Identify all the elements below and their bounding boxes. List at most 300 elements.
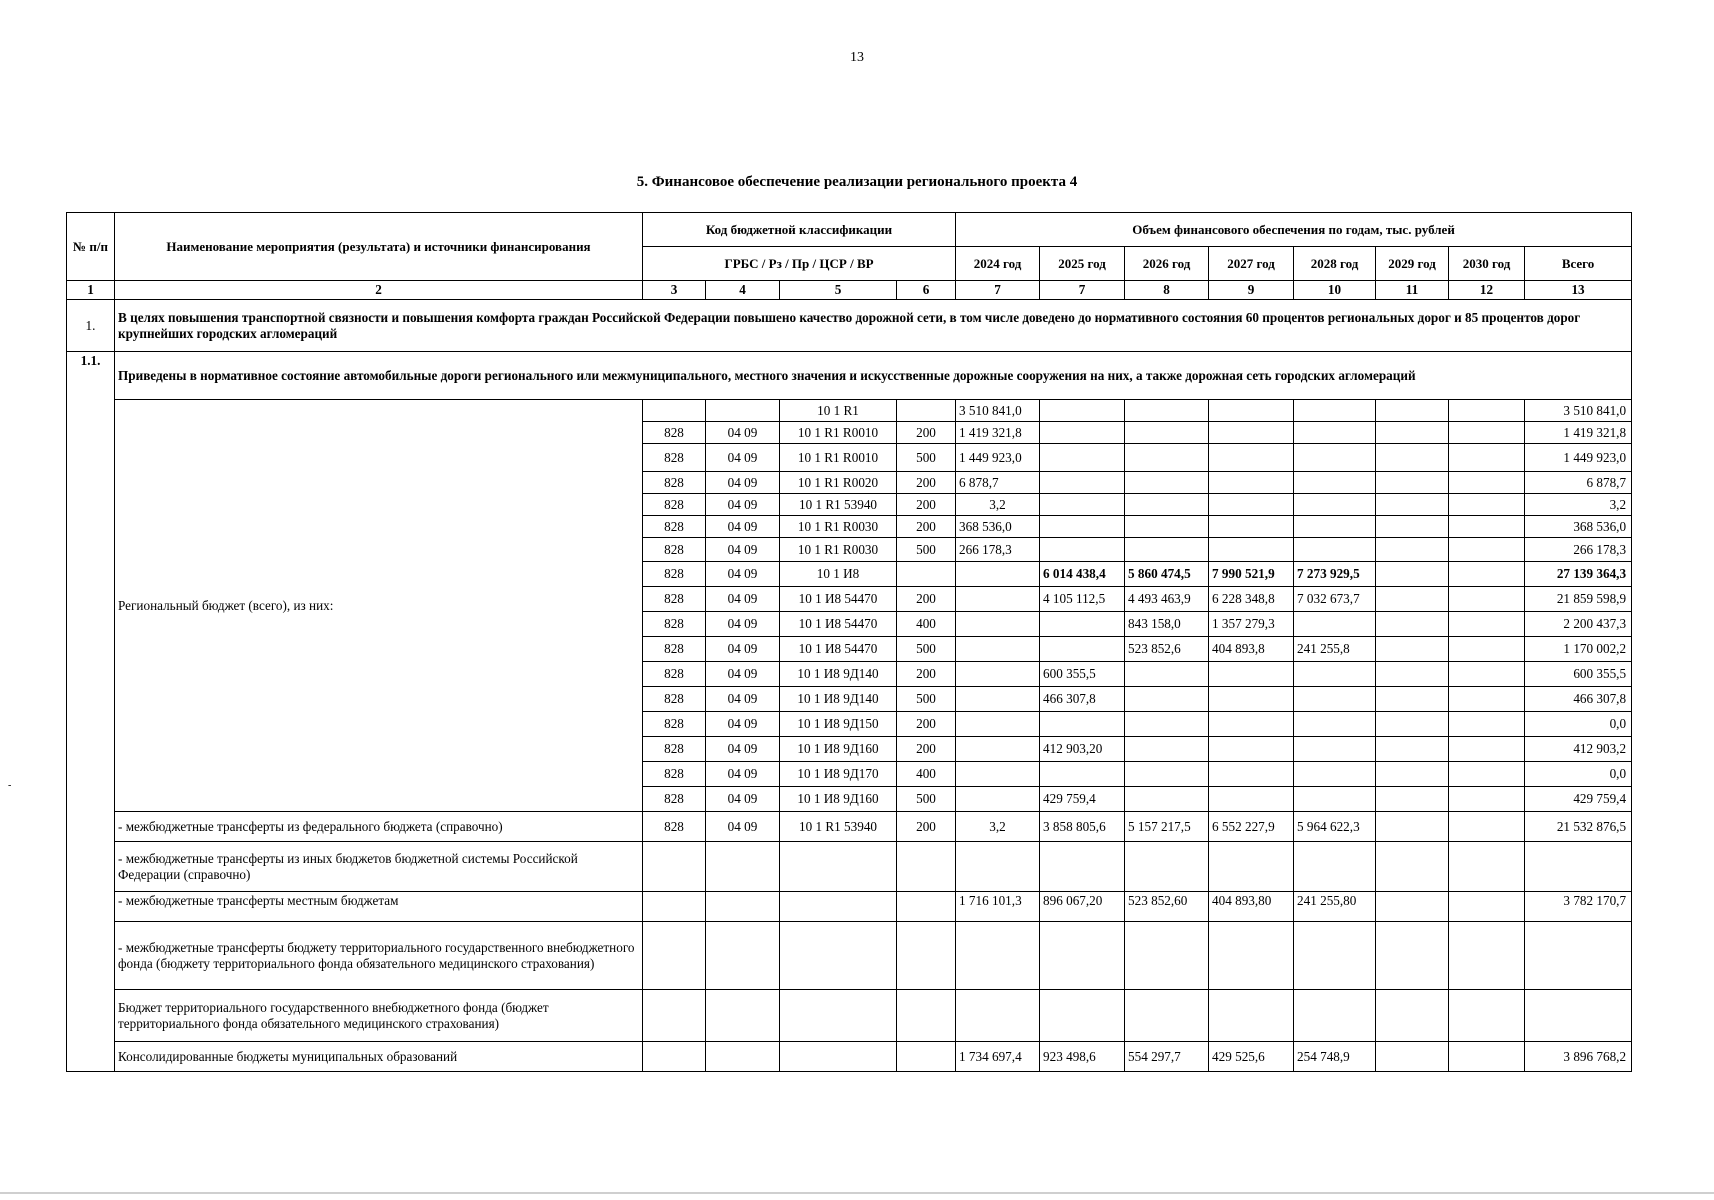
kbk-vr-cell xyxy=(897,562,956,587)
year-value-cell xyxy=(1040,400,1125,422)
year-value-cell xyxy=(1040,612,1125,637)
kbk-vr-cell xyxy=(897,842,956,892)
year-value-cell xyxy=(1125,737,1209,762)
year-value-cell xyxy=(1376,737,1449,762)
year-value-cell xyxy=(1294,990,1376,1042)
total-value-cell: 412 903,2 xyxy=(1525,737,1632,762)
kbk-csr-cell xyxy=(780,922,897,990)
year-value-cell xyxy=(1376,812,1449,842)
table-row xyxy=(67,1042,1632,1072)
year-value-cell xyxy=(1449,737,1525,762)
year-value-cell xyxy=(1125,687,1209,712)
kbk-rz-cell: 04 09 xyxy=(706,472,780,494)
kbk-rz-cell: 04 09 xyxy=(706,662,780,687)
year-value-cell xyxy=(1125,516,1209,538)
year-value-cell xyxy=(1294,400,1376,422)
year-value-cell: 429 759,4 xyxy=(1040,787,1125,812)
year-value-cell xyxy=(1040,422,1125,444)
year-value-cell xyxy=(1449,637,1525,662)
year-value-cell xyxy=(1376,922,1449,990)
kbk-csr-cell: 10 1 И8 54470 xyxy=(780,612,897,637)
total-value-cell: 266 178,3 xyxy=(1525,538,1632,562)
kbk-vr-cell xyxy=(897,1042,956,1072)
header-year: 2025 год xyxy=(1040,247,1125,281)
kbk-vr-cell xyxy=(897,922,956,990)
year-value-cell xyxy=(1125,472,1209,494)
year-value-cell: 254 748,9 xyxy=(1294,1042,1376,1072)
column-number: 8 xyxy=(1125,281,1209,300)
year-value-cell xyxy=(956,762,1040,787)
year-value-cell xyxy=(1294,787,1376,812)
subsection-row xyxy=(67,352,1632,400)
column-number: 11 xyxy=(1376,281,1449,300)
year-value-cell xyxy=(1209,538,1294,562)
subsection-text: Приведены в нормативное состояние автомобильные дороги регионального или межмуниципального, местного значения и искусственные дорожные сооружения на них, а также дорожная сеть городских агломераций xyxy=(115,352,1632,400)
header-year: 2030 год xyxy=(1449,247,1525,281)
kbk-rz-cell: 04 09 xyxy=(706,812,780,842)
year-value-cell xyxy=(956,612,1040,637)
total-value-cell: 21 532 876,5 xyxy=(1525,812,1632,842)
header-year: 2029 год xyxy=(1376,247,1449,281)
year-value-cell xyxy=(1376,842,1449,892)
year-value-cell: 5 964 622,3 xyxy=(1294,812,1376,842)
table-row xyxy=(67,892,1632,922)
year-value-cell xyxy=(1449,494,1525,516)
year-value-cell: 7 273 929,5 xyxy=(1294,562,1376,587)
year-value-cell: 1 357 279,3 xyxy=(1209,612,1294,637)
kbk-grbs-cell xyxy=(643,990,706,1042)
kbk-vr-cell: 400 xyxy=(897,762,956,787)
year-value-cell xyxy=(1449,444,1525,472)
header-total: Всего xyxy=(1525,247,1632,281)
kbk-grbs-cell: 828 xyxy=(643,472,706,494)
kbk-rz-cell: 04 09 xyxy=(706,737,780,762)
year-value-cell xyxy=(1209,737,1294,762)
total-value-cell: 1 449 923,0 xyxy=(1525,444,1632,472)
kbk-grbs-cell: 828 xyxy=(643,687,706,712)
kbk-csr-cell xyxy=(780,1042,897,1072)
kbk-grbs-cell: 828 xyxy=(643,737,706,762)
year-value-cell: 241 255,80 xyxy=(1294,892,1376,922)
year-value-cell: 6 878,7 xyxy=(956,472,1040,494)
year-value-cell xyxy=(1125,400,1209,422)
financing-table-wrapper xyxy=(66,212,1631,1072)
column-number: 12 xyxy=(1449,281,1525,300)
year-value-cell: 368 536,0 xyxy=(956,516,1040,538)
year-value-cell xyxy=(1294,922,1376,990)
kbk-rz-cell: 04 09 xyxy=(706,787,780,812)
year-value-cell: 429 525,6 xyxy=(1209,1042,1294,1072)
total-value-cell: 2 200 437,3 xyxy=(1525,612,1632,637)
funding-source-label: - межбюджетные трансферты из иных бюджетов бюджетной системы Российской Федерации (справочно) xyxy=(115,842,643,892)
funding-source-label: - межбюджетные трансферты из федерального бюджета (справочно) xyxy=(115,812,643,842)
year-value-cell xyxy=(1294,444,1376,472)
year-value-cell: 523 852,60 xyxy=(1125,892,1209,922)
year-value-cell xyxy=(1294,612,1376,637)
year-value-cell xyxy=(1449,662,1525,687)
year-value-cell xyxy=(1376,472,1449,494)
funding-source-label: Бюджет территориального государственного внебюджетного фонда (бюджет территориального фонда обязательного медицинского страхования) xyxy=(115,990,643,1042)
total-value-cell: 3 510 841,0 xyxy=(1525,400,1632,422)
kbk-vr-cell: 200 xyxy=(897,472,956,494)
year-value-cell xyxy=(1449,712,1525,737)
header-year: 2027 год xyxy=(1209,247,1294,281)
year-value-cell xyxy=(1376,587,1449,612)
year-value-cell xyxy=(1294,737,1376,762)
column-number: 2 xyxy=(115,281,643,300)
total-value-cell: 6 878,7 xyxy=(1525,472,1632,494)
kbk-csr-cell: 10 1 И8 9Д160 xyxy=(780,787,897,812)
year-value-cell: 404 893,80 xyxy=(1209,892,1294,922)
kbk-csr-cell: 10 1 R1 xyxy=(780,400,897,422)
year-value-cell: 6 228 348,8 xyxy=(1209,587,1294,612)
kbk-csr-cell: 10 1 R1 53940 xyxy=(780,494,897,516)
year-value-cell xyxy=(1449,687,1525,712)
year-value-cell xyxy=(956,712,1040,737)
year-value-cell xyxy=(1125,762,1209,787)
kbk-csr-cell: 10 1 И8 9Д170 xyxy=(780,762,897,787)
year-value-cell xyxy=(1376,712,1449,737)
kbk-rz-cell xyxy=(706,400,780,422)
funding-source-label: - межбюджетные трансферты местным бюджетам xyxy=(115,892,643,922)
total-value-cell: 1 419 321,8 xyxy=(1525,422,1632,444)
total-value-cell: 27 139 364,3 xyxy=(1525,562,1632,587)
year-value-cell xyxy=(1294,762,1376,787)
kbk-rz-cell: 04 09 xyxy=(706,422,780,444)
year-value-cell xyxy=(1376,422,1449,444)
year-value-cell xyxy=(1209,842,1294,892)
year-value-cell xyxy=(1040,990,1125,1042)
header-year: 2024 год xyxy=(956,247,1040,281)
year-value-cell xyxy=(1209,687,1294,712)
regional-budget-label: Региональный бюджет (всего), из них: xyxy=(115,400,643,812)
year-value-cell xyxy=(1125,712,1209,737)
table-row xyxy=(67,990,1632,1042)
year-value-cell xyxy=(1449,762,1525,787)
kbk-rz-cell xyxy=(706,1042,780,1072)
year-value-cell xyxy=(1209,444,1294,472)
kbk-vr-cell: 500 xyxy=(897,637,956,662)
kbk-csr-cell: 10 1 R1 53940 xyxy=(780,812,897,842)
funding-source-label: Консолидированные бюджеты муниципальных образований xyxy=(115,1042,643,1072)
year-value-cell: 266 178,3 xyxy=(956,538,1040,562)
year-value-cell: 3 858 805,6 xyxy=(1040,812,1125,842)
kbk-csr-cell: 10 1 И8 9Д140 xyxy=(780,687,897,712)
kbk-csr-cell xyxy=(780,842,897,892)
year-value-cell: 523 852,6 xyxy=(1125,637,1209,662)
column-number: 1 xyxy=(67,281,115,300)
kbk-grbs-cell: 828 xyxy=(643,762,706,787)
kbk-rz-cell xyxy=(706,892,780,922)
kbk-grbs-cell: 828 xyxy=(643,538,706,562)
total-value-cell: 0,0 xyxy=(1525,712,1632,737)
total-value-cell xyxy=(1525,842,1632,892)
year-value-cell: 1 449 923,0 xyxy=(956,444,1040,472)
kbk-vr-cell xyxy=(897,990,956,1042)
year-value-cell xyxy=(1449,587,1525,612)
kbk-csr-cell: 10 1 И8 9Д160 xyxy=(780,737,897,762)
total-value-cell: 600 355,5 xyxy=(1525,662,1632,687)
year-value-cell xyxy=(1040,842,1125,892)
year-value-cell: 241 255,8 xyxy=(1294,637,1376,662)
year-value-cell: 896 067,20 xyxy=(1040,892,1125,922)
header-year: 2028 год xyxy=(1294,247,1376,281)
year-value-cell xyxy=(1040,762,1125,787)
year-value-cell xyxy=(1209,712,1294,737)
kbk-csr-cell: 10 1 R1 R0010 xyxy=(780,444,897,472)
total-value-cell: 3,2 xyxy=(1525,494,1632,516)
total-value-cell: 429 759,4 xyxy=(1525,787,1632,812)
year-value-cell xyxy=(1376,494,1449,516)
year-value-cell xyxy=(1376,787,1449,812)
table-row xyxy=(67,812,1632,842)
kbk-vr-cell: 200 xyxy=(897,812,956,842)
kbk-grbs-cell: 828 xyxy=(643,494,706,516)
kbk-rz-cell: 04 09 xyxy=(706,587,780,612)
year-value-cell xyxy=(1040,712,1125,737)
table-row xyxy=(67,842,1632,892)
year-value-cell xyxy=(1125,662,1209,687)
kbk-vr-cell xyxy=(897,892,956,922)
column-number: 7 xyxy=(956,281,1040,300)
kbk-csr-cell: 10 1 И8 xyxy=(780,562,897,587)
year-value-cell xyxy=(1376,762,1449,787)
year-value-cell xyxy=(1449,612,1525,637)
year-value-cell xyxy=(1376,516,1449,538)
year-value-cell: 6 552 227,9 xyxy=(1209,812,1294,842)
year-value-cell xyxy=(1040,494,1125,516)
kbk-rz-cell: 04 09 xyxy=(706,538,780,562)
year-value-cell xyxy=(1376,892,1449,922)
year-value-cell: 843 158,0 xyxy=(1125,612,1209,637)
kbk-rz-cell: 04 09 xyxy=(706,762,780,787)
kbk-grbs-cell: 828 xyxy=(643,444,706,472)
kbk-csr-cell: 10 1 R1 R0030 xyxy=(780,538,897,562)
year-value-cell xyxy=(1040,472,1125,494)
kbk-rz-cell: 04 09 xyxy=(706,612,780,637)
year-value-cell xyxy=(956,737,1040,762)
year-value-cell xyxy=(956,587,1040,612)
subsection-number: 1.1. xyxy=(67,352,115,1072)
year-value-cell xyxy=(1294,494,1376,516)
column-number-row xyxy=(67,281,1632,300)
year-value-cell xyxy=(1449,892,1525,922)
year-value-cell xyxy=(1376,612,1449,637)
year-value-cell xyxy=(956,662,1040,687)
header-kbk: Код бюджетной классификации xyxy=(643,213,956,247)
year-value-cell: 412 903,20 xyxy=(1040,737,1125,762)
year-value-cell xyxy=(1209,922,1294,990)
year-value-cell xyxy=(1449,400,1525,422)
year-value-cell xyxy=(1125,990,1209,1042)
year-value-cell: 5 860 474,5 xyxy=(1125,562,1209,587)
year-value-cell: 3,2 xyxy=(956,494,1040,516)
year-value-cell xyxy=(1040,516,1125,538)
kbk-grbs-cell xyxy=(643,1042,706,1072)
year-value-cell xyxy=(956,922,1040,990)
column-number: 3 xyxy=(643,281,706,300)
year-value-cell: 1 734 697,4 xyxy=(956,1042,1040,1072)
kbk-vr-cell: 200 xyxy=(897,494,956,516)
header-name: Наименование мероприятия (результата) и источники финансирования xyxy=(115,213,643,281)
year-value-cell xyxy=(1125,922,1209,990)
kbk-grbs-cell: 828 xyxy=(643,662,706,687)
column-number: 4 xyxy=(706,281,780,300)
section-text: В целях повышения транспортной связности и повышения комфорта граждан Российской Федерации повышено качество дорожной сети, в том числе доведено до нормативного состояния 60 процентов региональных дорог и 85 процентов дорог крупнейших городских агломераций xyxy=(115,300,1632,352)
year-value-cell xyxy=(1125,444,1209,472)
year-value-cell xyxy=(1294,712,1376,737)
year-value-cell xyxy=(1125,494,1209,516)
kbk-csr-cell xyxy=(780,892,897,922)
year-value-cell xyxy=(956,787,1040,812)
total-value-cell: 368 536,0 xyxy=(1525,516,1632,538)
kbk-grbs-cell: 828 xyxy=(643,812,706,842)
year-value-cell xyxy=(1449,422,1525,444)
financing-table xyxy=(66,212,1632,1072)
column-number: 5 xyxy=(780,281,897,300)
kbk-rz-cell: 04 09 xyxy=(706,687,780,712)
year-value-cell xyxy=(1209,494,1294,516)
total-value-cell: 3 782 170,7 xyxy=(1525,892,1632,922)
year-value-cell xyxy=(1294,472,1376,494)
kbk-rz-cell xyxy=(706,922,780,990)
kbk-grbs-cell: 828 xyxy=(643,587,706,612)
kbk-rz-cell: 04 09 xyxy=(706,637,780,662)
kbk-csr-cell: 10 1 R1 R0030 xyxy=(780,516,897,538)
section-number: 1. xyxy=(67,300,115,352)
kbk-csr-cell: 10 1 И8 9Д150 xyxy=(780,712,897,737)
year-value-cell xyxy=(1040,444,1125,472)
header-year: 2026 год xyxy=(1125,247,1209,281)
kbk-rz-cell: 04 09 xyxy=(706,444,780,472)
year-value-cell xyxy=(1209,472,1294,494)
kbk-vr-cell xyxy=(897,400,956,422)
year-value-cell xyxy=(1209,400,1294,422)
year-value-cell xyxy=(1125,422,1209,444)
kbk-grbs-cell: 828 xyxy=(643,712,706,737)
column-number: 9 xyxy=(1209,281,1294,300)
kbk-vr-cell: 200 xyxy=(897,712,956,737)
year-value-cell: 554 297,7 xyxy=(1125,1042,1209,1072)
total-value-cell: 1 170 002,2 xyxy=(1525,637,1632,662)
kbk-vr-cell: 200 xyxy=(897,587,956,612)
year-value-cell xyxy=(1449,562,1525,587)
year-value-cell xyxy=(1040,538,1125,562)
column-number: 6 xyxy=(897,281,956,300)
year-value-cell xyxy=(1209,516,1294,538)
kbk-vr-cell: 500 xyxy=(897,787,956,812)
kbk-grbs-cell xyxy=(643,400,706,422)
year-value-cell: 7 032 673,7 xyxy=(1294,587,1376,612)
section-row xyxy=(67,300,1632,352)
year-value-cell xyxy=(956,637,1040,662)
year-value-cell xyxy=(1040,637,1125,662)
total-value-cell: 21 859 598,9 xyxy=(1525,587,1632,612)
total-value-cell: 0,0 xyxy=(1525,762,1632,787)
year-value-cell: 923 498,6 xyxy=(1040,1042,1125,1072)
year-value-cell xyxy=(1376,662,1449,687)
kbk-rz-cell: 04 09 xyxy=(706,712,780,737)
kbk-csr-cell: 10 1 И8 54470 xyxy=(780,587,897,612)
column-number: 13 xyxy=(1525,281,1632,300)
kbk-grbs-cell: 828 xyxy=(643,516,706,538)
total-value-cell: 466 307,8 xyxy=(1525,687,1632,712)
kbk-rz-cell: 04 09 xyxy=(706,516,780,538)
table-row xyxy=(67,400,1632,422)
year-value-cell xyxy=(1449,538,1525,562)
year-value-cell xyxy=(1376,562,1449,587)
year-value-cell xyxy=(1125,787,1209,812)
kbk-vr-cell: 500 xyxy=(897,687,956,712)
year-value-cell xyxy=(1294,422,1376,444)
page-number: 13 xyxy=(850,50,864,65)
year-value-cell xyxy=(1376,1042,1449,1072)
year-value-cell xyxy=(1449,1042,1525,1072)
year-value-cell xyxy=(1376,400,1449,422)
kbk-csr-cell: 10 1 И8 9Д140 xyxy=(780,662,897,687)
year-value-cell xyxy=(956,990,1040,1042)
header-kbk-sub: ГРБС / Рз / Пр / ЦСР / ВР xyxy=(643,247,956,281)
header-volume: Объем финансового обеспечения по годам, тыс. рублей xyxy=(956,213,1632,247)
kbk-csr-cell xyxy=(780,990,897,1042)
margin-mark: - xyxy=(8,780,12,791)
year-value-cell: 4 493 463,9 xyxy=(1125,587,1209,612)
kbk-grbs-cell: 828 xyxy=(643,637,706,662)
year-value-cell: 3 510 841,0 xyxy=(956,400,1040,422)
kbk-grbs-cell xyxy=(643,922,706,990)
year-value-cell xyxy=(1209,422,1294,444)
kbk-grbs-cell xyxy=(643,892,706,922)
year-value-cell xyxy=(1040,922,1125,990)
year-value-cell xyxy=(1449,990,1525,1042)
total-value-cell xyxy=(1525,990,1632,1042)
kbk-vr-cell: 200 xyxy=(897,516,956,538)
total-value-cell xyxy=(1525,922,1632,990)
kbk-vr-cell: 400 xyxy=(897,612,956,637)
year-value-cell xyxy=(1294,538,1376,562)
kbk-csr-cell: 10 1 И8 54470 xyxy=(780,637,897,662)
year-value-cell xyxy=(1294,687,1376,712)
year-value-cell xyxy=(1376,990,1449,1042)
kbk-rz-cell: 04 09 xyxy=(706,494,780,516)
scan-edge xyxy=(0,1192,1714,1194)
column-number: 7 xyxy=(1040,281,1125,300)
kbk-vr-cell: 200 xyxy=(897,737,956,762)
kbk-grbs-cell: 828 xyxy=(643,422,706,444)
kbk-vr-cell: 200 xyxy=(897,422,956,444)
year-value-cell xyxy=(1449,516,1525,538)
year-value-cell xyxy=(1209,990,1294,1042)
year-value-cell xyxy=(1376,637,1449,662)
year-value-cell xyxy=(1376,444,1449,472)
year-value-cell xyxy=(1376,687,1449,712)
page-title: 5. Финансовое обеспечение реализации регионального проекта 4 xyxy=(636,174,1078,190)
funding-source-label: - межбюджетные трансферты бюджету территориального государственного внебюджетного фонда (бюджету территориального фонда обязательного медицинского страхования) xyxy=(115,922,643,990)
kbk-vr-cell: 200 xyxy=(897,662,956,687)
header-num: № п/п xyxy=(67,213,115,281)
kbk-grbs-cell xyxy=(643,842,706,892)
kbk-vr-cell: 500 xyxy=(897,538,956,562)
year-value-cell xyxy=(1449,842,1525,892)
total-value-cell: 3 896 768,2 xyxy=(1525,1042,1632,1072)
year-value-cell: 466 307,8 xyxy=(1040,687,1125,712)
kbk-rz-cell: 04 09 xyxy=(706,562,780,587)
kbk-rz-cell xyxy=(706,990,780,1042)
kbk-csr-cell: 10 1 R1 R0010 xyxy=(780,422,897,444)
year-value-cell: 1 419 321,8 xyxy=(956,422,1040,444)
kbk-grbs-cell: 828 xyxy=(643,562,706,587)
kbk-vr-cell: 500 xyxy=(897,444,956,472)
